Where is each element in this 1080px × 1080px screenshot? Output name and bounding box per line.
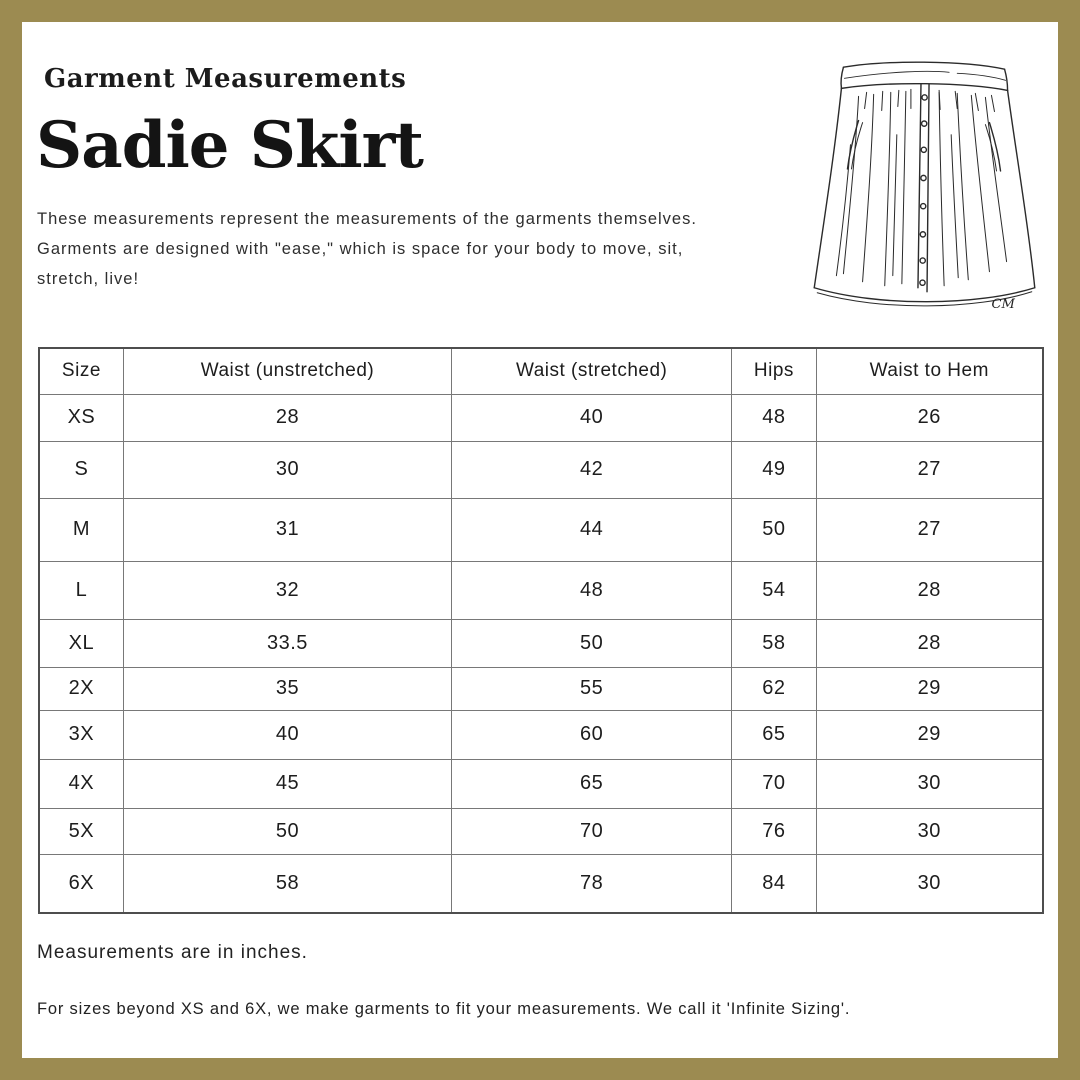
illustration-signature: CM [991,296,1015,312]
table-row [39,441,1043,498]
table-cell: 48 [452,561,732,619]
eyebrow-heading: Garment Measurements [44,64,407,94]
table-cell: 27 [816,498,1043,561]
table-cell: 2X [39,667,123,710]
table-cell: L [39,561,123,619]
table-cell: 45 [123,759,451,808]
table-cell: 28 [123,394,451,441]
description-line: stretch, live! [37,270,140,288]
table-cell: 54 [732,561,816,619]
table-cell: 30 [123,441,451,498]
units-note: Measurements are in inches. [37,942,308,963]
table-cell: 30 [816,759,1043,808]
table-cell: 33.5 [123,619,451,667]
table-cell: 35 [123,667,451,710]
table-cell: 44 [452,498,732,561]
table-cell: 58 [123,854,451,913]
table-cell: 76 [732,808,816,854]
table-cell: 40 [452,394,732,441]
table-cell: 49 [732,441,816,498]
table-cell: M [39,498,123,561]
column-header: Waist to Hem [816,348,1043,394]
table-cell: 30 [816,808,1043,854]
table-cell: 40 [123,710,451,759]
table-cell: S [39,441,123,498]
table-cell: 28 [816,619,1043,667]
table-row [39,854,1043,913]
table-row [39,808,1043,854]
table-cell: 32 [123,561,451,619]
column-header: Waist (stretched) [452,348,732,394]
table-cell: 6X [39,854,123,913]
table-cell: XL [39,619,123,667]
table-cell: 5X [39,808,123,854]
table-row [39,394,1043,441]
measurement-table [38,347,1044,914]
table-row [39,561,1043,619]
table-cell: 50 [123,808,451,854]
table-cell: XS [39,394,123,441]
table-cell: 26 [816,394,1043,441]
table-cell: 58 [732,619,816,667]
table-cell: 62 [732,667,816,710]
description-text [37,204,697,294]
description-line: These measurements represent the measurements of the garments themselves. [37,210,697,228]
column-header: Hips [732,348,816,394]
column-header: Waist (unstretched) [123,348,451,394]
table-row [39,710,1043,759]
table-cell: 48 [732,394,816,441]
table-body [39,394,1043,913]
table-cell: 65 [452,759,732,808]
infinite-sizing-note: For sizes beyond XS and 6X, we make garments to fit your measurements. We call it 'Infinite Sizing'. [37,1000,851,1018]
table-cell: 70 [732,759,816,808]
table-cell: 4X [39,759,123,808]
table-cell: 31 [123,498,451,561]
table-row [39,498,1043,561]
table-cell: 55 [452,667,732,710]
table-cell: 30 [816,854,1043,913]
table-cell: 84 [732,854,816,913]
skirt-illustration [798,34,1050,324]
description-line: Garments are designed with "ease," which is space for your body to move, sit, [37,240,684,258]
table-cell: 3X [39,710,123,759]
table-row [39,667,1043,710]
table-cell: 78 [452,854,732,913]
table-cell: 28 [816,561,1043,619]
table-row [39,619,1043,667]
page-title: Sadie Skirt [36,108,423,183]
table-cell: 65 [732,710,816,759]
table-row [39,759,1043,808]
table-header-row [39,348,1043,394]
table-cell: 70 [452,808,732,854]
column-header: Size [39,348,123,394]
table-cell: 50 [732,498,816,561]
table-cell: 60 [452,710,732,759]
table-cell: 29 [816,667,1043,710]
table-cell: 27 [816,441,1043,498]
table-cell: 50 [452,619,732,667]
table-cell: 29 [816,710,1043,759]
table-cell: 42 [452,441,732,498]
